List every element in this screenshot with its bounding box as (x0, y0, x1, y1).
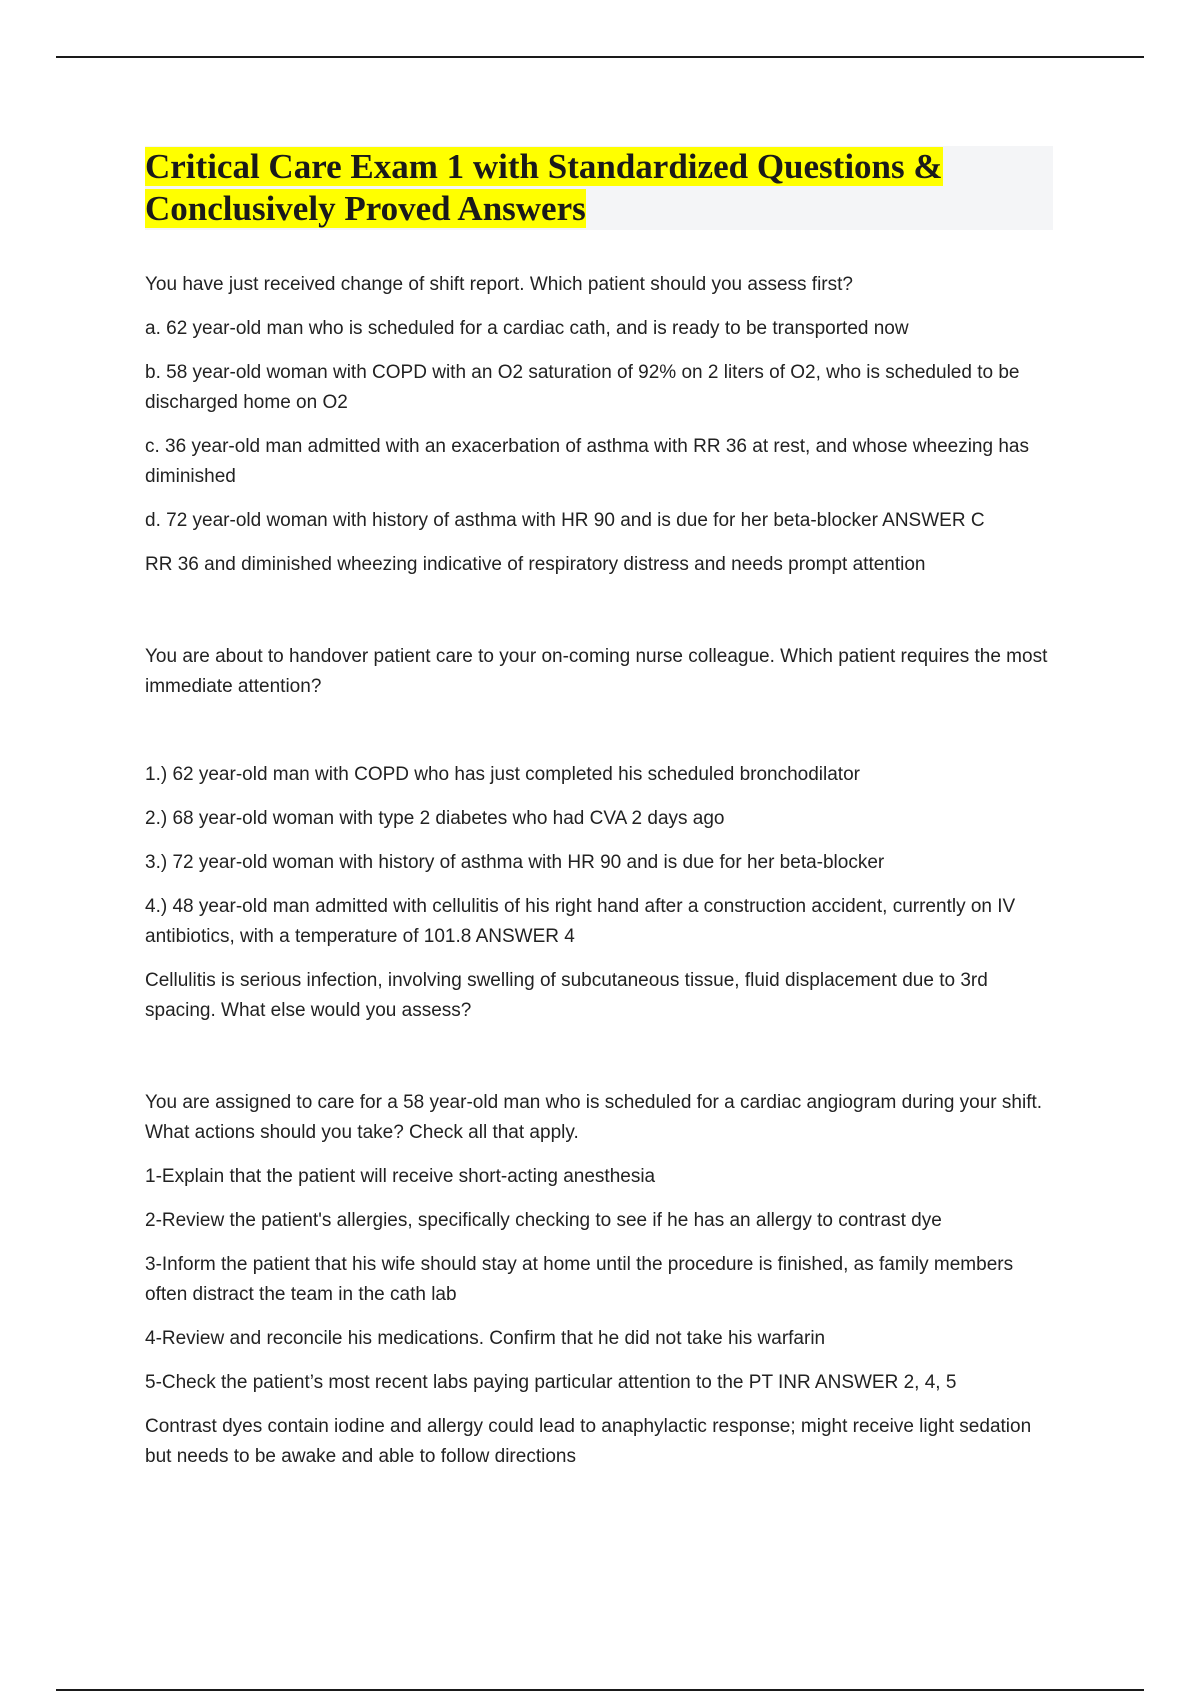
title-block (145, 146, 1053, 230)
q1-option-c: c. 36 year-old man admitted with an exacerbation of asthma with RR 36 at rest, and whose wheezing has diminished (145, 436, 1029, 487)
spacer (145, 1040, 1053, 1088)
page-title (145, 146, 1053, 230)
question-1: You have just received change of shift report. Which patient should you assess first? (145, 274, 853, 295)
title-line-2: Conclusively Proved Answers (145, 189, 586, 228)
q2-option-3: 3.) 72 year-old woman with history of asthma with HR 90 and is due for her beta-blocker (145, 852, 885, 873)
q1-option-a: a. 62 year-old man who is scheduled for a cardiac cath, and is ready to be transported now (145, 318, 909, 339)
question-2: You are about to handover patient care to your on-coming nurse colleague. Which patient requires the most immediate attention? (145, 646, 1048, 697)
q1-option-b: b. 58 year-old woman with COPD with an O2 saturation of 92% on 2 liters of O2, who is scheduled to be discharged home on O2 (145, 362, 1020, 413)
bottom-rule (56, 1689, 1144, 1691)
q2-option-4: 4.) 48 year-old man admitted with cellulitis of his right hand after a construction accident, currently on IV antibiotics, with a temperature of 101.8 ANSWER 4 (145, 896, 1016, 947)
document-body (145, 146, 1053, 1486)
q3-option-4: 4-Review and reconcile his medications. Confirm that he did not take his warfarin (145, 1328, 826, 1349)
q3-option-5: 5-Check the patient’s most recent labs paying particular attention to the PT INR ANSWER 2, 4, 5 (145, 1372, 957, 1393)
q2-option-1: 1.) 62 year-old man with COPD who has just completed his scheduled bronchodilator (145, 764, 860, 785)
q2-option-2: 2.) 68 year-old woman with type 2 diabetes who had CVA 2 days ago (145, 808, 725, 829)
q1-option-d: d. 72 year-old woman with history of asthma with HR 90 and is due for her beta-blocker ANSWER C (145, 510, 985, 531)
top-rule (56, 56, 1144, 58)
q3-option-1: 1-Explain that the patient will receive short-acting anesthesia (145, 1166, 656, 1187)
q3-rationale: Contrast dyes contain iodine and allergy could lead to anaphylactic response; might receive light sedation but needs to be awake and able to follow directions (145, 1416, 1032, 1467)
q1-rationale: RR 36 and diminished wheezing indicative of respiratory distress and needs prompt attention (145, 554, 926, 575)
question-3: You are assigned to care for a 58 year-old man who is scheduled for a cardiac angiogram during your shift. What actions should you take? Check all that apply. (145, 1092, 1043, 1143)
title-line-1: Critical Care Exam 1 with Standardized Questions & (145, 147, 943, 186)
spacer (145, 716, 1053, 760)
q3-option-2: 2-Review the patient's allergies, specifically checking to see if he has an allergy to contrast dye (145, 1210, 942, 1231)
q2-rationale: Cellulitis is serious infection, involving swelling of subcutaneous tissue, fluid displacement due to 3rd spacing. What else would you assess? (145, 970, 988, 1021)
q3-option-3: 3-Inform the patient that his wife should stay at home until the procedure is finished, as family members often distract the team in the cath lab (145, 1254, 1014, 1305)
spacer (145, 594, 1053, 642)
